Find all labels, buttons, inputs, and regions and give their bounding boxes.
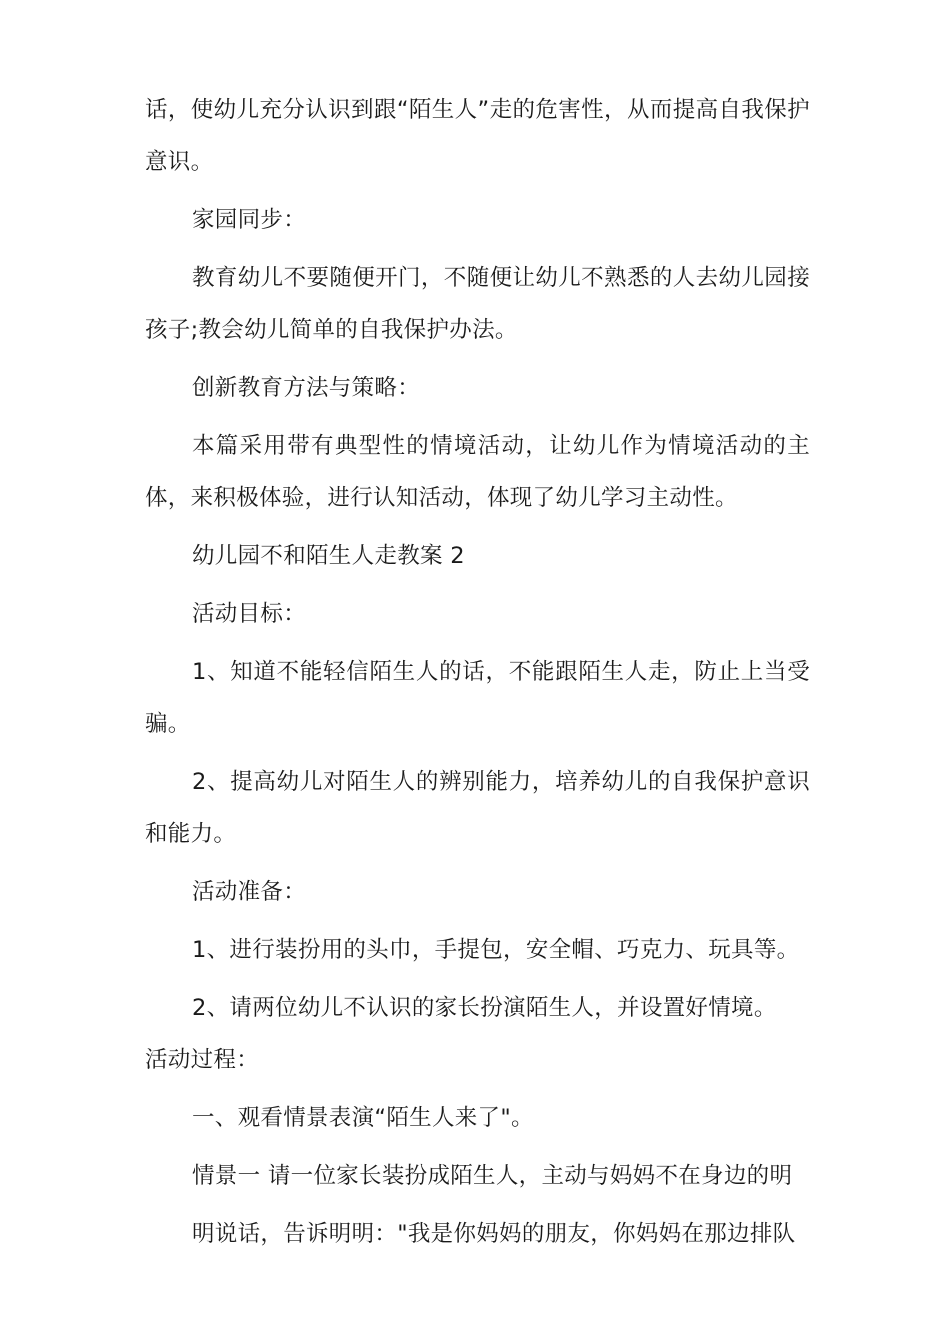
heading-activity-process: 活动过程： — [145, 1047, 260, 1073]
heading-activity-goals: 活动目标： — [192, 601, 307, 627]
heading-home-school-sync: 家园同步： — [192, 207, 307, 233]
preparation-item-2: 2、请两位幼儿不认识的家长扮演陌生人，并设置好情境。 — [192, 995, 777, 1021]
preparation-item-1: 1、进行装扮用的头巾，手提包，安全帽、巧克力、玩具等。 — [192, 937, 800, 963]
process-step-1: 一、观看情景表演“陌生人来了"。 — [192, 1105, 534, 1131]
lesson-plan-title: 幼儿园不和陌生人走教案 2 — [192, 543, 465, 569]
document-body — [145, 84, 810, 1260]
heading-innovative-methods: 创新教育方法与策略： — [192, 375, 421, 401]
paragraph-innovative-methods: 本篇采用带有典型性的情境活动，让幼儿作为情境活动的主体，来积极体验，进行认知活动，体现了幼儿学习主动性。 — [145, 433, 810, 511]
goal-item-1: 1、知道不能轻信陌生人的话，不能跟陌生人走，防止上当受骗。 — [145, 659, 810, 737]
scene-one-paragraph: 情景一 请一位家长装扮成陌生人，主动与妈妈不在身边的明 — [192, 1163, 793, 1189]
scene-one-dialogue: 明说话，告诉明明："我是你妈妈的朋友，你妈妈在那边排队 — [192, 1221, 796, 1247]
paragraph-continued-intro: 话，使幼儿充分认识到跟“陌生人”走的危害性，从而提高自我保护意识。 — [145, 97, 810, 175]
paragraph-home-school-sync: 教育幼儿不要随便开门，不随便让幼儿不熟悉的人去幼儿园接孩子;教会幼儿简单的自我保护办法。 — [145, 265, 810, 343]
goal-item-2: 2、提高幼儿对陌生人的辨别能力，培养幼儿的自我保护意识和能力。 — [145, 769, 810, 847]
heading-activity-preparation: 活动准备： — [192, 879, 307, 905]
